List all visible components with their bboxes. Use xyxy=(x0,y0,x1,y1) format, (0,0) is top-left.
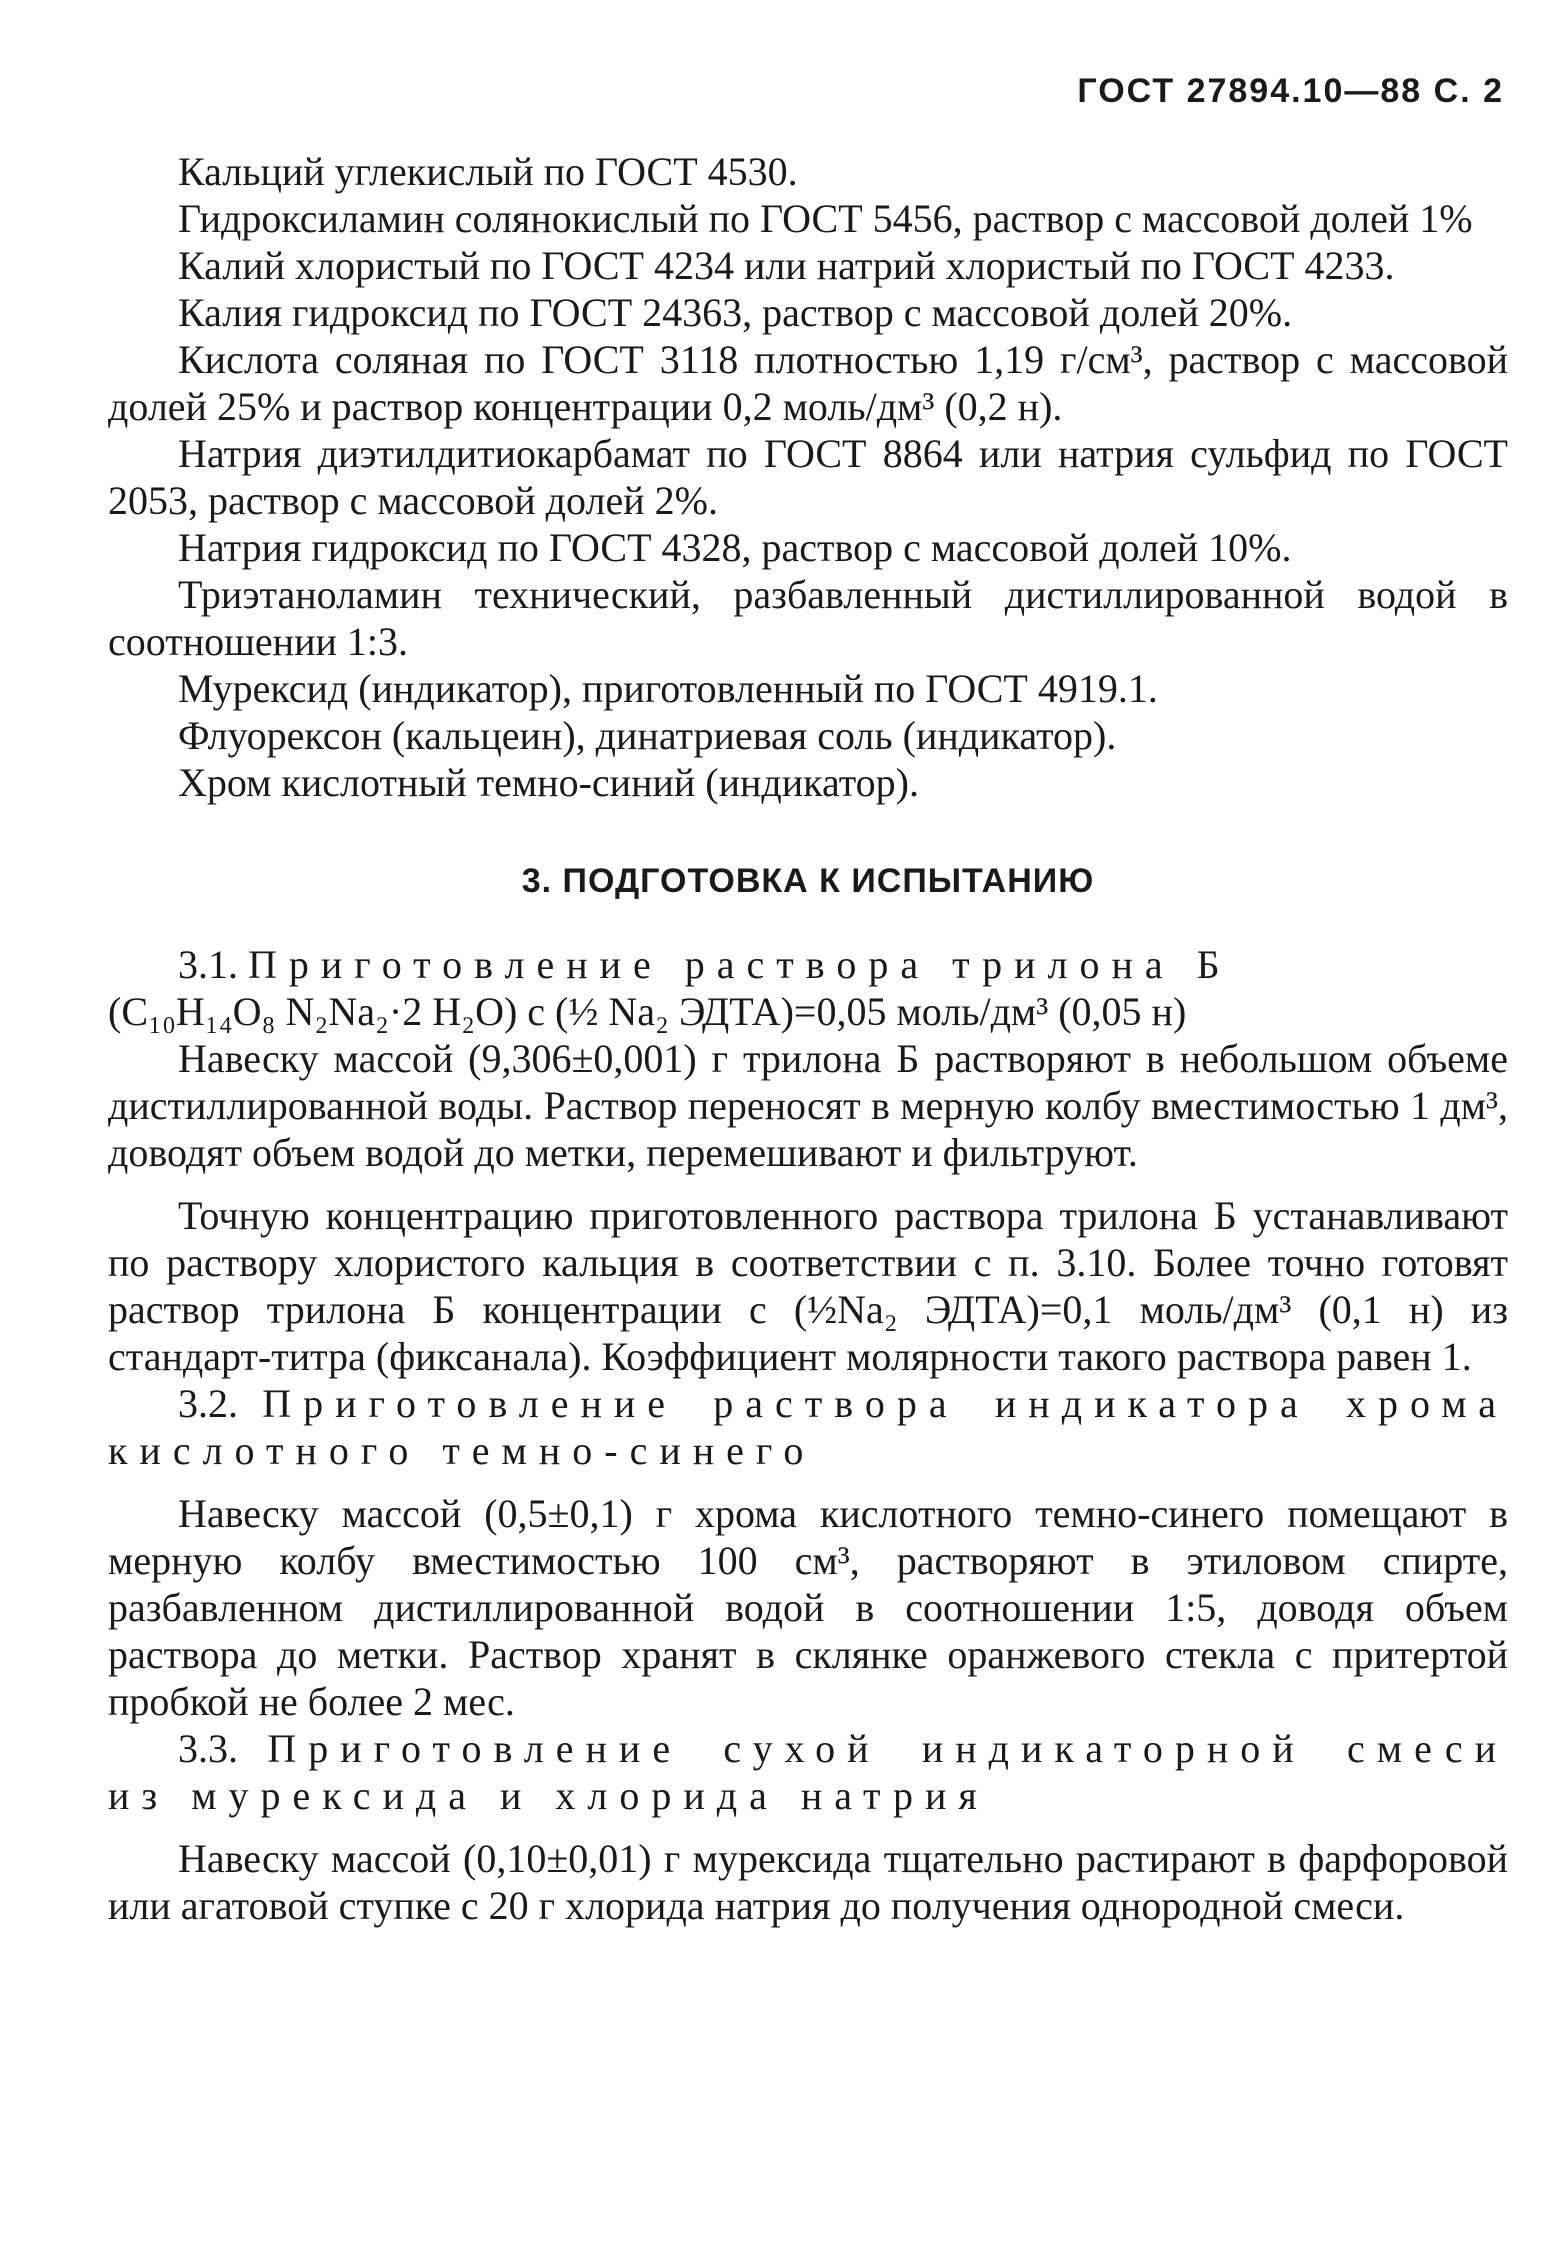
paragraph: Точную концентрацию приготовленного раствора трилона Б устанавливают по раствору хлористого кальция в соответствии с п. 3.10. Более точно готовят раствор трилона Б концентрации c (½Na₂ ЭДТА)=0,1 моль/дм³ (0,1 н) из стандарт-титра (фиксанала). Коэффициент молярности такого раствора равен 1. xyxy=(108,1193,1508,1379)
paragraph: Навеску массой (0,10±0,01) г мурексида тщательно растирают в фарфоровой или агатовой ступке с 20 г хлорида натрия до получения однородной смеси. xyxy=(108,1836,1508,1928)
subsection-3-2 xyxy=(108,1380,1508,1725)
paragraph: Навеску массой (9,306±0,001) г трилона Б растворяют в небольшом объеме дистиллированной воды. Раствор переносят в мерную колбу вместимостью 1 дм³, доводят объем водой до метки, перемешивают и фильтруют. xyxy=(108,1036,1508,1175)
reagent-item: Калия гидроксид по ГОСТ 24363, раствор с массовой долей 20%. xyxy=(178,290,1293,335)
reagent-item: Мурексид (индикатор), приготовленный по ГОСТ 4919.1. xyxy=(178,666,1158,711)
reagent-item: Кислота соляная по ГОСТ 3118 плотностью 1,19 г/см³, раствор с массовой долей 25% и раствор концентрации 0,2 моль/дм³ (0,2 н). xyxy=(108,337,1508,429)
subsection-title: Приготовление раствора трилона Б xyxy=(248,942,1232,987)
reagents-list xyxy=(108,148,1508,806)
page-header: ГОСТ 27894.10—88 С. 2 xyxy=(1077,72,1504,110)
reagent-item: Флуорексон (кальцеин), динатриевая соль (индикатор). xyxy=(178,713,1117,758)
reagent-item: Триэтаноламин технический, разбавленный дистиллированной водой в соотношении 1:3. xyxy=(108,572,1508,664)
section-title: 3. ПОДГОТОВКА К ИСПЫТАНИЮ xyxy=(521,862,1095,900)
paragraph: Навеску массой (0,5±0,1) г хрома кислотного темно-синего помещают в мерную колбу вместимостью 100 см³, растворяют в этиловом спирте, разбавленном дистиллированной водой в соотношении 1:5, доводя объем раствора до метки. Раствор хранят в склянке оранжевого стекла с притертой пробкой не более 2 мес. xyxy=(108,1491,1508,1724)
reagent-item: Гидроксиламин солянокислый по ГОСТ 5456, раствор с массовой долей 1% xyxy=(178,196,1473,241)
subsection-3-3 xyxy=(108,1725,1508,1929)
reagent-item: Натрия гидроксид по ГОСТ 4328, раствор с массовой долей 10%. xyxy=(178,525,1292,570)
document-body xyxy=(108,148,1508,1929)
subsection-heading xyxy=(108,1380,1508,1474)
subsection-heading xyxy=(108,941,1508,988)
subsection-number: 3.1. xyxy=(178,942,238,987)
reagent-item: Калий хлористый по ГОСТ 4234 или натрий хлористый по ГОСТ 4233. xyxy=(178,243,1395,288)
subsection-title: Приготовление сухой индикаторной смеси из мурексида и хлорида натрия xyxy=(108,1726,1508,1818)
subsection-number: 3.2. xyxy=(178,1381,238,1426)
subsection-3-1 xyxy=(108,941,1508,1380)
reagent-item: Хром кислотный темно-синий (индикатор). xyxy=(178,760,919,805)
reagent-item: Натрия диэтилдитиокарбамат по ГОСТ 8864 или натрия сульфид по ГОСТ 2053, раствор с массовой долей 2%. xyxy=(108,431,1508,523)
subsection-heading xyxy=(108,1725,1508,1819)
subsection-number: 3.3. xyxy=(178,1726,238,1771)
reagent-item: Кальций углекислый по ГОСТ 4530. xyxy=(178,149,798,194)
formula-line: (C₁₀H₁₄O₈ N₂Na₂·2 H₂O) c (½ Na₂ ЭДТА)=0,05 моль/дм³ (0,05 н) xyxy=(108,989,1187,1034)
subsection-title: Приготовление раствора индикатора хрома кислотного темно-синего xyxy=(108,1381,1509,1473)
